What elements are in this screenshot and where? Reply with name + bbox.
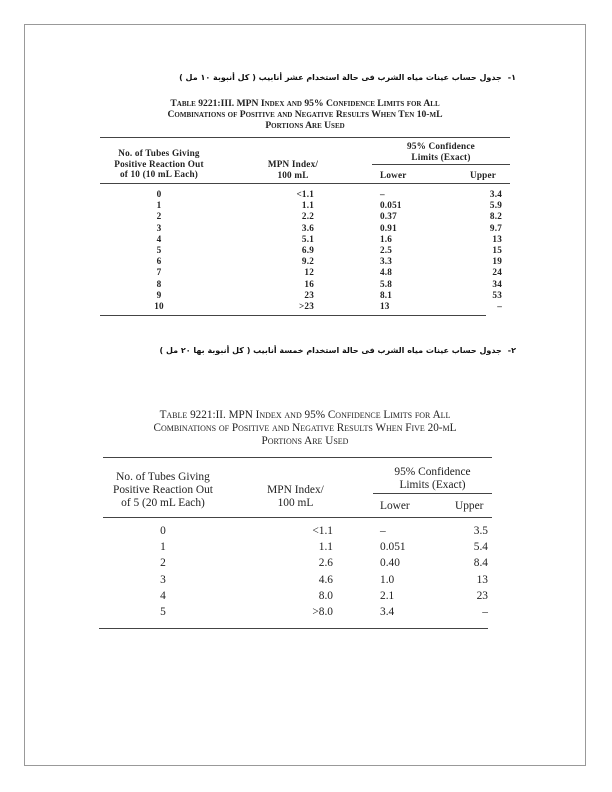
caption-line: Portions Are Used: [261, 434, 349, 447]
header-confidence-limits: [372, 141, 510, 162]
header-line: No. of Tubes Giving: [118, 148, 200, 158]
mpn-table-five-tubes: [103, 457, 492, 637]
table-row: [100, 200, 510, 211]
cell-upper-limit: 8.2: [489, 211, 502, 222]
header-lower: Lower: [380, 170, 407, 180]
cell-lower-limit: 0.40: [380, 557, 400, 570]
cell-upper-limit: 9.7: [489, 222, 502, 233]
cell-mpn-index: 2.6: [318, 557, 333, 570]
table-bottom-rule: [100, 315, 486, 316]
cell-mpn-index: <1.1: [296, 189, 314, 199]
cell-tubes: 6: [156, 256, 162, 267]
header-bottom-rule: [100, 183, 510, 184]
table-bottom-rule: [99, 628, 488, 629]
header-line: 100 mL: [277, 497, 314, 510]
cell-mpn-index: 6.9: [301, 245, 314, 255]
header-line: 95% Confidence: [394, 466, 471, 478]
header-mpn: [248, 159, 338, 180]
cell-mpn-index: 3.6: [301, 222, 314, 233]
cell-tubes: 2: [160, 557, 166, 570]
cell-upper-limit: 8.4: [473, 557, 488, 570]
cell-upper-limit: 15: [492, 245, 502, 255]
cell-upper-limit: 19: [492, 256, 502, 267]
cell-tubes: 4: [156, 233, 162, 244]
cell-tubes: 4: [160, 589, 166, 602]
table-row: [100, 211, 510, 222]
cell-tubes: 1: [160, 541, 166, 554]
cell-mpn-index: >8.0: [312, 606, 333, 618]
header-line: of 5 (20 mL Each): [121, 497, 205, 510]
table-row: [100, 234, 510, 245]
caption-line: Table 9221:II. MPN Index and 95% Confidence Limits for All: [159, 409, 451, 421]
cell-mpn-index: >23: [298, 301, 314, 311]
header-line: Limits (Exact): [399, 479, 466, 492]
table-top-rule: [100, 137, 510, 138]
cell-upper-limit: 13: [492, 233, 502, 244]
cell-upper-limit: 3.5: [473, 525, 488, 537]
table-top-rule: [103, 457, 492, 458]
cell-lower-limit: 2.1: [380, 589, 395, 602]
table-caption-1: [98, 98, 512, 131]
cell-lower-limit: 0.37: [380, 211, 397, 222]
cell-upper-limit: 5.9: [489, 200, 502, 211]
heading-number: ١-: [507, 73, 516, 82]
heading-number: ٢-: [507, 346, 516, 355]
cell-tubes: 1: [156, 200, 162, 211]
caption-line: Portions Are Used: [265, 120, 345, 132]
cell-upper-limit: 34: [492, 278, 502, 289]
cell-upper-limit: 5.4: [473, 541, 488, 554]
group-header-rule: [373, 493, 492, 494]
table-row: [100, 290, 510, 301]
header-tubes: [100, 148, 218, 180]
cell-upper-limit: –: [497, 301, 502, 311]
cell-lower-limit: 8.1: [380, 289, 393, 300]
cell-upper-limit: 3.4: [489, 189, 502, 199]
caption-line: Combinations of Positive and Negative Results When Ten 10-mL: [167, 109, 443, 121]
cell-lower-limit: 13: [380, 301, 390, 311]
cell-upper-limit: 13: [476, 573, 488, 586]
header-line: 95% Confidence: [407, 141, 475, 151]
cell-tubes: 3: [156, 222, 162, 233]
header-line: No. of Tubes Giving: [116, 471, 210, 483]
header-lower: Lower: [380, 500, 410, 512]
cell-mpn-index: 4.6: [318, 573, 333, 586]
heading-text: جدول حساب عينات مياه الشرب فى حالة استخدام خمسة أنابيب ( كل أنبوبة بها ٢٠ مل ): [159, 346, 502, 355]
header-mpn: [253, 484, 338, 510]
cell-lower-limit: –: [380, 189, 385, 199]
table-row: [100, 267, 510, 278]
table-row: [100, 223, 510, 234]
table-row: [100, 301, 510, 312]
cell-tubes: 8: [156, 278, 162, 289]
table-row: [103, 541, 492, 557]
header-bottom-rule: [103, 517, 492, 518]
header-upper: Upper: [470, 170, 497, 180]
cell-lower-limit: 2.5: [380, 245, 393, 255]
section-heading-2: [160, 346, 517, 355]
table-row: [103, 606, 492, 622]
cell-upper-limit: –: [482, 606, 488, 618]
header-upper: Upper: [455, 500, 484, 512]
header-line: Limits (Exact): [411, 151, 471, 162]
cell-tubes: 5: [156, 245, 162, 255]
table-row: [100, 189, 510, 200]
cell-mpn-index: 1.1: [318, 541, 333, 554]
header-confidence-limits: [373, 466, 492, 492]
table-row: [103, 590, 492, 606]
header-line: 100 mL: [277, 169, 309, 180]
mpn-table-ten-tubes: [100, 137, 510, 317]
cell-upper-limit: 24: [492, 267, 502, 278]
cell-mpn-index: 5.1: [301, 233, 314, 244]
header-line: of 10 (10 mL Each): [119, 169, 199, 180]
table-caption-2: [98, 409, 512, 448]
section-heading-1: [179, 73, 516, 82]
cell-lower-limit: 3.4: [380, 606, 395, 618]
cell-tubes: 9: [156, 289, 162, 300]
cell-tubes: 0: [160, 525, 166, 537]
table-row: [100, 279, 510, 290]
caption-line: Table 9221:III. MPN Index and 95% Confidence Limits for All: [170, 98, 440, 109]
table-row: [103, 574, 492, 590]
table-row: [100, 256, 510, 267]
table-row: [100, 245, 510, 256]
cell-lower-limit: 1.6: [380, 233, 393, 244]
cell-upper-limit: 23: [476, 589, 488, 602]
cell-mpn-index: <1.1: [312, 525, 333, 537]
cell-mpn-index: 8.0: [318, 589, 333, 602]
cell-mpn-index: 16: [304, 278, 314, 289]
cell-lower-limit: 5.8: [380, 278, 393, 289]
page-border: [24, 24, 586, 766]
header-line: MPN Index/: [267, 484, 324, 496]
cell-upper-limit: 53: [492, 289, 502, 300]
cell-tubes: 3: [160, 573, 166, 586]
cell-mpn-index: 23: [304, 289, 314, 300]
cell-tubes: 5: [160, 606, 166, 618]
cell-lower-limit: 0.051: [380, 200, 402, 211]
cell-tubes: 0: [156, 189, 162, 199]
header-line: Positive Reaction Out: [113, 484, 213, 497]
cell-mpn-index: 12: [304, 267, 314, 278]
group-header-rule: [372, 164, 510, 165]
header-line: MPN Index/: [267, 159, 319, 169]
cell-mpn-index: 1.1: [301, 200, 314, 211]
table-row: [103, 525, 492, 541]
cell-mpn-index: 9.2: [301, 256, 314, 267]
cell-lower-limit: 0.91: [380, 222, 397, 233]
cell-tubes: 10: [154, 301, 164, 311]
header-line: Positive Reaction Out: [114, 158, 204, 169]
cell-lower-limit: 4.8: [380, 267, 393, 278]
caption-line: Combinations of Positive and Negative Results When Five 20-mL: [153, 421, 457, 434]
cell-mpn-index: 2.2: [301, 211, 314, 222]
cell-lower-limit: 1.0: [380, 573, 395, 586]
heading-text: جدول حساب عينات مياه الشرب فى حالة استخدام عشر أنابيب ( كل أنبوبة ١٠ مل ): [179, 73, 502, 82]
table-row: [103, 557, 492, 573]
cell-lower-limit: 0.051: [380, 541, 406, 554]
cell-tubes: 2: [156, 211, 162, 222]
cell-tubes: 7: [156, 267, 162, 278]
cell-lower-limit: 3.3: [380, 256, 393, 267]
cell-lower-limit: –: [380, 525, 386, 537]
header-tubes: [103, 471, 223, 510]
